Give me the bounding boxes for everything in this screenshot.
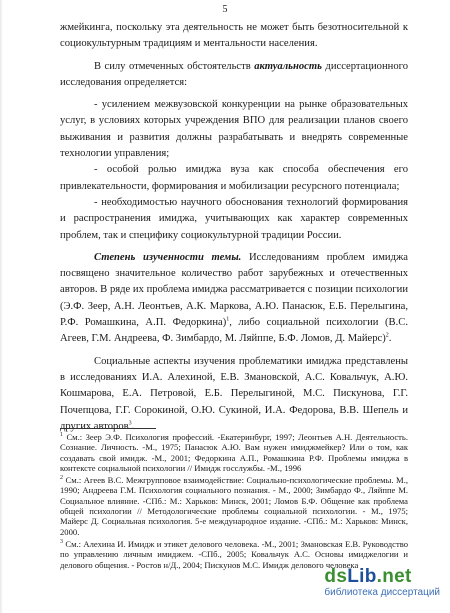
text-run: , либо социальной психологии (В.С. Агеев, Г.М. Андреева, Ф. Зимбардо, М. Ляйппе, Б.Ф. Ломов, Д. Майерс) <box>60 317 408 345</box>
footnote-mark: 1 <box>60 432 63 439</box>
footnote <box>60 432 408 473</box>
text-run: - особой ролью имиджа вуза как способа обеспечения его привлекательности, формирования и мобилизации ресурсного потенциала; <box>60 164 408 192</box>
paragraph <box>60 162 408 195</box>
text-run: - необходимостью научного обоснования технологий формирования и распространения имиджа, учитывающих как характер современных проблем, так и специфику социокультурной традиции России. <box>60 196 408 241</box>
footnote-text: См.: Алехина И. Имидж и этикет делового человека. -М., 2001; Змановская Е.В. Руководство по управлению личным имиджем. -СПб., 2005; Ковальчук А.С. Основы имиджелогии и делового общения. - Ростов н/Д., 2004; Пискунов М.С. Имидж делового человека <box>60 538 408 570</box>
text-run: жмейкинга, поскольку эта деятельность не может быть безотносительной к социокультурным традициям и ментальности населения. <box>60 22 408 50</box>
scan-edge-shadow <box>0 0 3 613</box>
footnote-mark: 3 <box>60 539 63 546</box>
text-run: Исследованиям проблем имиджа посвящено значительное количество работ зарубежных и отечественных авторов. В ряде их проблема имиджа рассматривается с позиции психологии (Э.Ф. Зеер, А.Н. Леонтьев, А.К. Маркова, А.Ю. Панасюк, Е.Б. Перелыгина, Р.Ф. Ромашкина, А.П. Федоркина) <box>60 251 408 329</box>
paragraph <box>60 250 408 348</box>
footnote-text: См.: Агеев В.С. Межгрупповое взаимодействие: Социально-психологические проблемы. М., 1990; Андреева Г.М. Психология социального познания. - М., 2000; Зимбардо Ф., Ляйппе М. Социальное влияние. -СПб.: М.: Харьков: Минск, 2001; Ломов Б.Ф. Общение как проблема общей психологии // Методологические проблемы социальной психологии. - М., 1975; Майерс Д. Социальная психология. 5-е международное издание. -СПб.: М.: Харьков: Минск, 2000. <box>60 475 408 537</box>
dslib-logo: dsLib.net <box>324 566 412 587</box>
text-run: В силу отмеченных обстоятельств <box>94 60 255 72</box>
text-run: Социальные аспекты изучения проблематики имиджа представлены в исследованиях И.А. Алехиной, Е.В. Змановской, А.С. Ковальчук, А.Ю. Кошмарова, Е.А. Петровой, Е.Б. Перелыгиной, М.С. Пискунова, Г.Г. Почепцова, Г.Г. Сорокиной, О.Ю. Сукиной, И.А. Федорова, В.В. Шепель и других авторов <box>60 355 408 432</box>
paragraph <box>60 97 408 162</box>
footnote-ref: 3 <box>128 420 132 427</box>
text-run: диссертационного исследования определяется: <box>60 60 408 88</box>
emphasis-term: Степень изученности темы. <box>94 251 242 263</box>
footnote-separator <box>60 428 156 429</box>
page-number: 5 <box>222 4 228 15</box>
footnote-ref: 1 <box>226 316 230 323</box>
text-run: . <box>388 333 392 345</box>
footnotes <box>60 432 408 572</box>
main-text <box>60 20 408 435</box>
paragraph <box>60 59 408 92</box>
paragraph <box>60 195 408 244</box>
dslib-watermark[interactable] <box>324 566 440 598</box>
footnote-ref: 2 <box>385 332 389 339</box>
paragraph <box>60 354 408 435</box>
emphasis-term: актуальность <box>254 60 322 72</box>
paragraph <box>60 20 408 53</box>
watermark-subtitle: библиотека диссертаций <box>324 587 440 598</box>
footnote <box>60 475 408 537</box>
footnote-text: См.: Зеер Э.Ф. Психология профессий. -Екатеринбург, 1997; Леонтьев А.Н. Деятельность. Сознание. Личность. -М., 1975; Панасюк А.Ю. Вам нужен имиджмейкер? Или о том, как создавать свой имидж. -М., 2001; Федоркина А.П., Ромашкина Р.Ф. Проблемы имиджа в контексте социальной психологии // Имидж госслужбы. -М., 1996 <box>60 432 408 473</box>
footnote-mark: 2 <box>60 475 63 482</box>
text-run: . <box>131 420 135 432</box>
text-run: - усилением межвузовской конкуренции на рынке образовательных услуг, в условиях которых учреждения ВПО для реализации планов своего выживания и развития должны разрабатывать и внедрять современные технологии управления; <box>60 99 408 160</box>
